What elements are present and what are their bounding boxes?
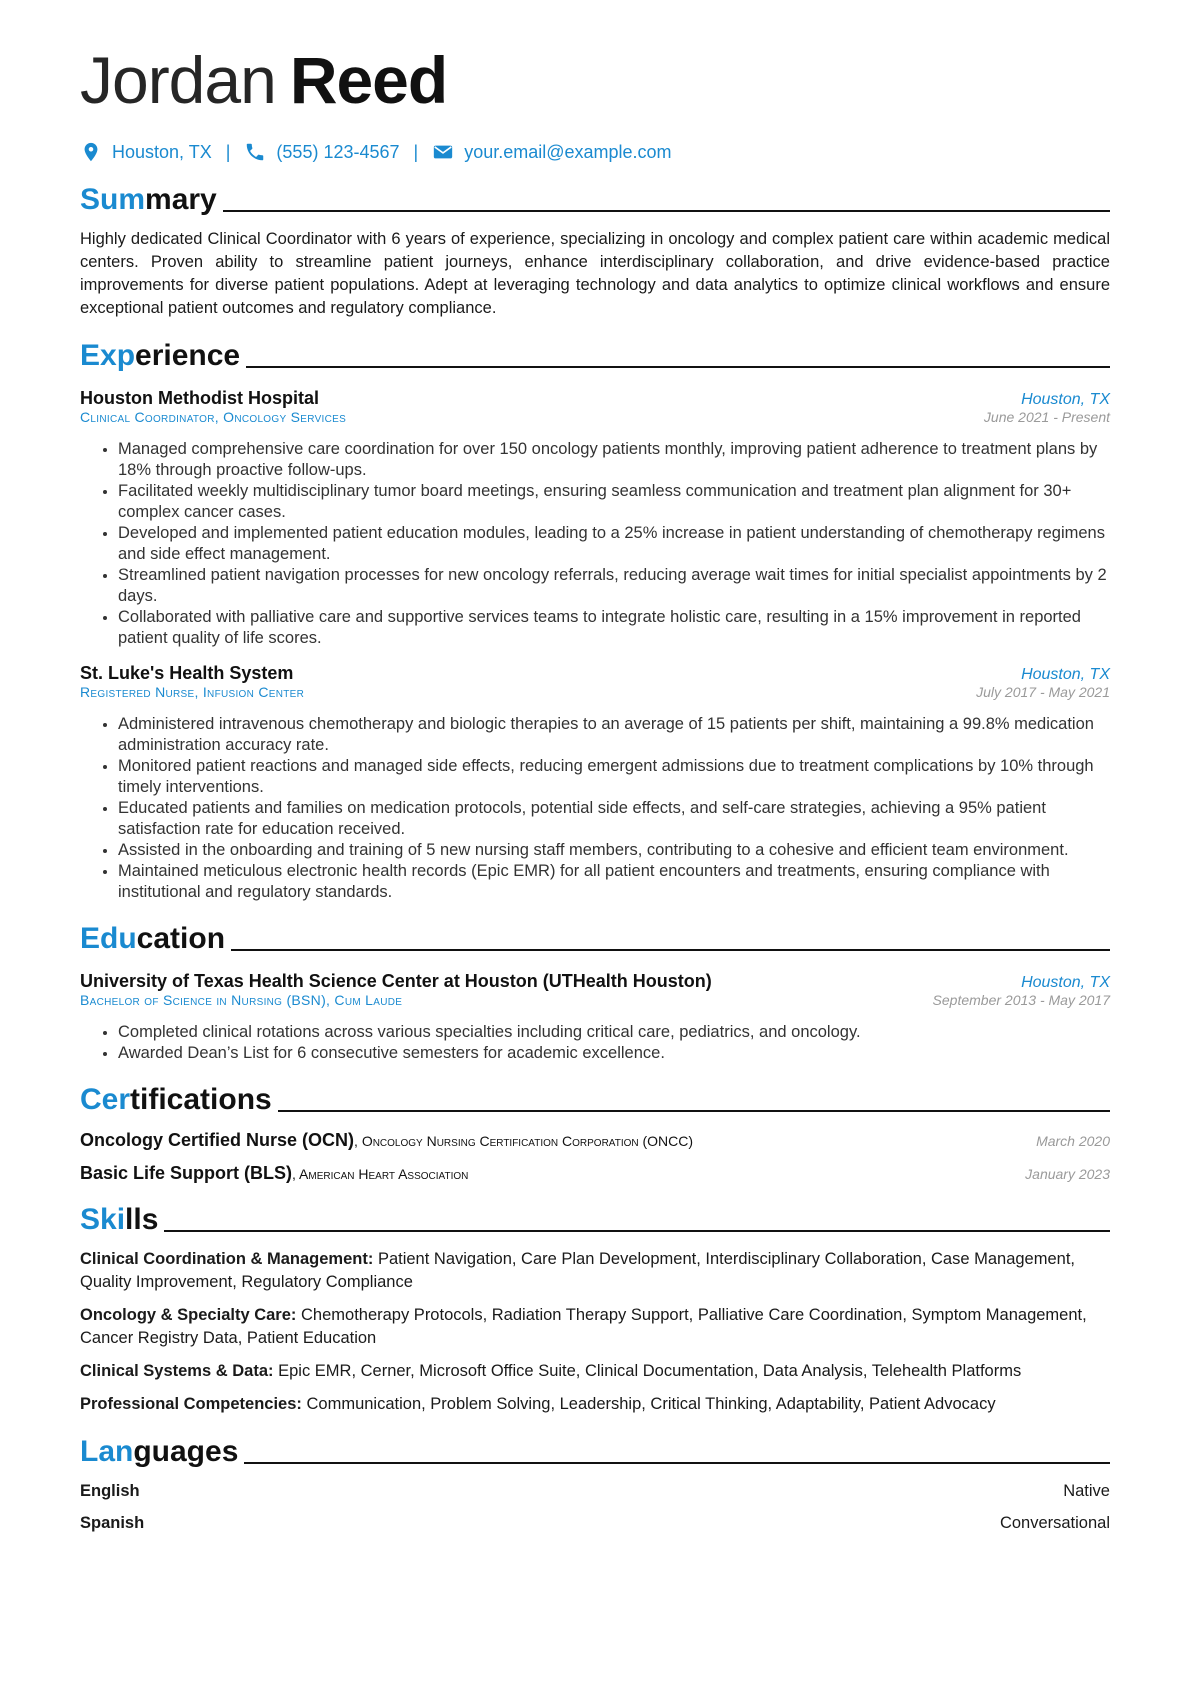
- skill-list: Epic EMR, Cerner, Microsoft Office Suite, Clinical Documentation, Data Analysis, Telehealth Platforms: [278, 1362, 1022, 1380]
- location-text: Houston, TX: [112, 141, 212, 162]
- bullet-item: • Assisted in the onboarding and training of 5 new nursing staff members, contributing to a cohesive and efficient team environment.: [118, 840, 1110, 861]
- bullet-item: • Streamlined patient navigation processes for new oncology referrals, reducing average wait times for initial specialist appointments by 2 days.: [118, 565, 1110, 607]
- education-dates: September 2013 - May 2017: [932, 992, 1110, 1008]
- skill-category: Oncology & Specialty Care:: [80, 1306, 297, 1324]
- bullet-item: • Collaborated with palliative care and supportive services teams to integrate holistic care, resulting in a 15% improvement in reported patient quality of life scores.: [118, 607, 1110, 649]
- section-title: Languages: [80, 1435, 239, 1468]
- education-bullets: [80, 1022, 1110, 1064]
- school-name: University of Texas Health Science Center at Houston (UTHealth Houston): [80, 971, 712, 991]
- employer-name: St. Luke's Health System: [80, 663, 294, 683]
- skills-heading: [80, 1198, 1110, 1238]
- skill-group: [80, 1393, 1110, 1416]
- language-level: Conversational: [999, 1514, 1110, 1532]
- experience-heading: [80, 334, 1110, 374]
- section-title: Education: [80, 922, 226, 955]
- job-location: Houston, TX: [1021, 666, 1110, 683]
- section-title: Experience: [80, 339, 241, 372]
- languages-heading: [80, 1430, 1110, 1470]
- summary-text: Highly dedicated Clinical Coordinator with 6 years of experience, specializing in oncology and complex patient care within academic medical centers. Proven ability to streamline patient journeys, enhance interdisciplinary collaboration, and drive evidence-based practice improvements for diverse patient populations. Adept at leveraging technology and data analytics to optimize clinical workflows and ensure exceptional patient outcomes and regulatory compliance.: [80, 230, 1110, 317]
- certifications-heading: [80, 1078, 1110, 1118]
- skill-group: [80, 1360, 1110, 1383]
- certification-item: Basic Life Support (BLS), American Heart Association January 2023: [80, 1163, 1110, 1183]
- section-title: Skills: [80, 1203, 159, 1236]
- contact-email[interactable]: [432, 141, 671, 163]
- certification-date: March 2020: [1036, 1133, 1110, 1149]
- email-text: your.email@example.com: [464, 141, 672, 162]
- map-pin-icon: [80, 141, 102, 163]
- job-bullets: [80, 439, 1110, 649]
- job-bullets: [80, 714, 1110, 903]
- certification-issuer: American Heart Association: [299, 1166, 469, 1182]
- contact-separator: |: [225, 141, 231, 162]
- language-name: Spanish: [80, 1514, 145, 1532]
- skill-group: [80, 1248, 1110, 1294]
- bullet-item: • Completed clinical rotations across various specialties including critical care, pediatrics, and oncology.: [118, 1022, 1110, 1043]
- bullet-item: • Monitored patient reactions and managed side effects, reducing emergent admissions due to treatment complications by 10% through timely interventions.: [118, 756, 1110, 798]
- skill-category: Clinical Coordination & Management:: [80, 1250, 374, 1268]
- contact-phone[interactable]: [244, 141, 399, 163]
- job-location: Houston, TX: [1021, 391, 1110, 408]
- certification-name: Oncology Certified Nurse (OCN): [80, 1130, 355, 1150]
- certification-date: January 2023: [1025, 1166, 1110, 1182]
- bullet-item: • Maintained meticulous electronic health records (Epic EMR) for all patient encounters and treatments, ensuring compliance with institutional and regulatory standards.: [118, 861, 1110, 903]
- section-rule: [244, 1462, 1110, 1464]
- degree: Bachelor of Science in Nursing (BSN), Cum Laude: [80, 992, 403, 1008]
- skill-list: Chemotherapy Protocols, Radiation Therapy Support, Palliative Care Coordination, Symptom Management, Cancer Registry Data, Patient Education: [80, 1306, 1087, 1347]
- certification-item: Oncology Certified Nurse (OCN), Oncology Nursing Certification Corporation (ONCC) March 2020: [80, 1130, 1110, 1150]
- section-rule: [164, 1230, 1110, 1232]
- language-name: English: [80, 1482, 140, 1500]
- skill-list: Patient Navigation, Care Plan Development, Interdisciplinary Collaboration, Case Management, Quality Improvement, Regulatory Compliance: [80, 1250, 1075, 1291]
- education-entry: [80, 971, 1110, 1064]
- bullet-item: • Facilitated weekly multidisciplinary tumor board meetings, ensuring seamless communication and treatment plan alignment for 30+ complex cancer cases.: [118, 481, 1110, 523]
- bullet-item: • Developed and implemented patient education modules, leading to a 25% increase in patient understanding of chemotherapy regimens and side effect management.: [118, 523, 1110, 565]
- contact-bar: [80, 140, 1110, 164]
- language-level: Native: [1063, 1482, 1110, 1500]
- certification-issuer: Oncology Nursing Certification Corporation (ONCC): [361, 1133, 694, 1149]
- summary-heading: [80, 178, 1110, 218]
- job-title: Clinical Coordinator, Oncology Services: [80, 409, 347, 425]
- skill-list: Communication, Problem Solving, Leadership, Critical Thinking, Adaptability, Patient Advocacy: [306, 1395, 996, 1413]
- last-name: Reed: [289, 43, 448, 117]
- language-item: [80, 1512, 1110, 1534]
- job-entry: [80, 663, 1110, 903]
- job-dates: June 2021 - Present: [983, 409, 1110, 425]
- bullet-item: • Managed comprehensive care coordination for over 150 oncology patients monthly, improving patient adherence to treatment plans by 18% through proactive follow-ups.: [118, 439, 1110, 481]
- bullet-item: • Administered intravenous chemotherapy and biologic therapies to an average of 15 patients per shift, maintaining a 99.8% medication administration accuracy rate.: [118, 714, 1110, 756]
- section-rule: [223, 210, 1110, 212]
- school-location: Houston, TX: [1021, 974, 1110, 991]
- job-dates: July 2017 - May 2021: [976, 684, 1110, 700]
- job-entry: [80, 388, 1110, 649]
- bullet-item: • Educated patients and families on medication protocols, potential side effects, and self-care strategies, achieving a 95% patient satisfaction rate for education received.: [118, 798, 1110, 840]
- section-title: Certifications: [80, 1083, 272, 1116]
- first-name: Jordan: [80, 43, 276, 117]
- section-title: Summary: [80, 183, 217, 216]
- job-title: Registered Nurse, Infusion Center: [80, 684, 305, 700]
- envelope-icon: [432, 141, 454, 163]
- certification-name: Basic Life Support (BLS): [80, 1163, 293, 1183]
- skill-group: [80, 1304, 1110, 1350]
- language-item: [80, 1480, 1110, 1502]
- contact-location: [80, 141, 212, 163]
- phone-icon: [244, 141, 266, 163]
- education-heading: [80, 917, 1110, 957]
- employer-name: Houston Methodist Hospital: [80, 388, 319, 408]
- section-rule: [231, 949, 1110, 951]
- phone-text: (555) 123-4567: [276, 141, 400, 162]
- skill-category: Clinical Systems & Data:: [80, 1362, 274, 1380]
- section-rule: [246, 366, 1110, 368]
- candidate-name: [80, 40, 1110, 120]
- contact-separator: |: [413, 141, 419, 162]
- section-rule: [278, 1110, 1110, 1112]
- skill-category: Professional Competencies:: [80, 1395, 302, 1413]
- bullet-item: • Awarded Dean’s List for 6 consecutive semesters for academic excellence.: [118, 1043, 1110, 1064]
